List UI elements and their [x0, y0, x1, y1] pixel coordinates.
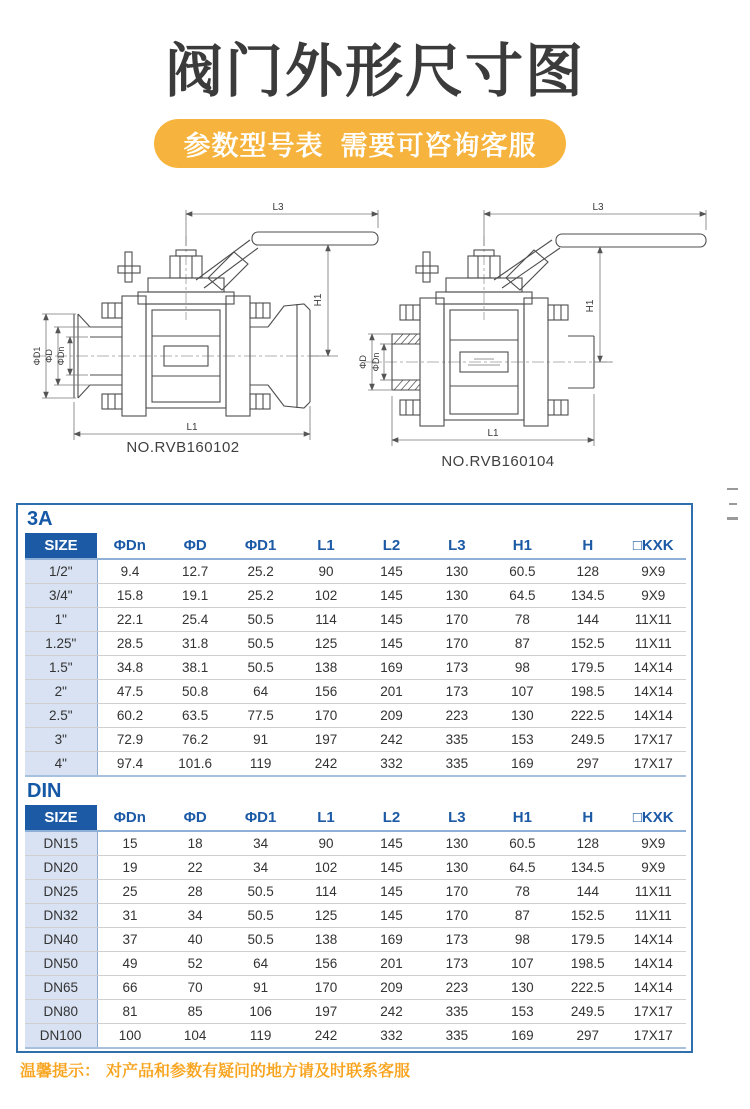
value-cell: 17X17: [621, 1000, 687, 1024]
value-cell: 22: [162, 856, 227, 880]
col-header: ΦD1: [244, 809, 277, 826]
row-size-cell: DN20: [25, 856, 97, 880]
value-cell: 222.5: [555, 704, 620, 728]
value-cell: 106: [228, 1000, 293, 1024]
value-cell: 173: [424, 928, 489, 952]
value-cell: 49: [97, 952, 162, 976]
value-cell: 97.4: [97, 752, 162, 777]
value-cell: 145: [359, 559, 424, 584]
value-cell: 198.5: [555, 680, 620, 704]
footer-note-text: 对产品和参数有疑问的地方请及时联系客服: [106, 1063, 411, 1080]
col-header: L3: [448, 537, 466, 554]
table-row: [25, 728, 686, 752]
col-header: L1: [317, 537, 335, 554]
value-cell: 125: [293, 904, 358, 928]
value-cell: 332: [359, 752, 424, 777]
value-cell: 11X11: [621, 608, 687, 632]
value-cell: 173: [424, 680, 489, 704]
value-cell: 156: [293, 680, 358, 704]
edge-mark: [727, 488, 738, 490]
value-cell: 209: [359, 704, 424, 728]
row-size-cell: 1/2": [25, 559, 97, 584]
value-cell: 222.5: [555, 976, 620, 1000]
value-cell: 102: [293, 856, 358, 880]
value-cell: 242: [359, 1000, 424, 1024]
value-cell: 66: [97, 976, 162, 1000]
value-cell: 14X14: [621, 952, 687, 976]
value-cell: 242: [359, 728, 424, 752]
dimension-lines: [368, 210, 706, 446]
value-cell: 156: [293, 952, 358, 976]
row-size-cell: 3": [25, 728, 97, 752]
value-cell: 14X14: [621, 976, 687, 1000]
value-cell: 11X11: [621, 632, 687, 656]
value-cell: 17X17: [621, 728, 687, 752]
col-header: L2: [382, 537, 401, 554]
value-cell: 22.1: [97, 608, 162, 632]
value-cell: 76.2: [162, 728, 227, 752]
table-row: [25, 928, 686, 952]
value-cell: 25.2: [228, 559, 293, 584]
value-cell: 9.4: [97, 559, 162, 584]
value-cell: 144: [555, 880, 620, 904]
value-cell: 134.5: [555, 584, 620, 608]
value-cell: 249.5: [555, 1000, 620, 1024]
value-cell: 28: [162, 880, 227, 904]
value-cell: 64.5: [490, 584, 555, 608]
edge-mark: [727, 517, 738, 520]
value-cell: 223: [424, 976, 489, 1000]
value-cell: 169: [490, 1024, 555, 1049]
dim-label-l3: L3: [592, 202, 604, 213]
value-cell: 101.6: [162, 752, 227, 777]
header-row: [25, 533, 686, 559]
value-cell: 34: [228, 856, 293, 880]
value-cell: 169: [359, 928, 424, 952]
col-header-size: SIZE: [25, 533, 97, 559]
value-cell: 14X14: [621, 928, 687, 952]
row-size-cell: 1.5": [25, 656, 97, 680]
value-cell: 242: [293, 752, 358, 777]
value-cell: 14X14: [621, 704, 687, 728]
value-cell: 100: [97, 1024, 162, 1049]
value-cell: 98: [490, 928, 555, 952]
value-cell: 130: [490, 704, 555, 728]
dim-label-dn: ΦDn: [56, 346, 66, 366]
dim-label-h1: H1: [585, 299, 596, 313]
value-cell: 34: [162, 904, 227, 928]
value-cell: 125: [293, 632, 358, 656]
valve-drawing-right: [356, 194, 748, 474]
value-cell: 153: [490, 1000, 555, 1024]
value-cell: 25.2: [228, 584, 293, 608]
value-cell: 130: [490, 976, 555, 1000]
value-cell: 144: [555, 608, 620, 632]
row-size-cell: DN80: [25, 1000, 97, 1024]
table-row: [25, 632, 686, 656]
value-cell: 87: [490, 904, 555, 928]
value-cell: 77.5: [228, 704, 293, 728]
value-cell: 170: [424, 904, 489, 928]
drawing-caption-right: NO.RVB160104: [441, 453, 555, 470]
value-cell: 25.4: [162, 608, 227, 632]
value-cell: 87: [490, 632, 555, 656]
col-header: □KXK: [632, 809, 674, 826]
table-row: [25, 1000, 686, 1024]
valve-drawing-left: [18, 196, 388, 461]
value-cell: 81: [97, 1000, 162, 1024]
dim-label-l1: L1: [487, 428, 499, 439]
row-size-cell: DN65: [25, 976, 97, 1000]
col-header-size: SIZE: [25, 805, 97, 831]
dim-label-l1: L1: [186, 422, 198, 433]
col-header: ΦD: [183, 537, 207, 554]
value-cell: 64: [228, 680, 293, 704]
value-cell: 170: [424, 632, 489, 656]
value-cell: 50.5: [228, 880, 293, 904]
value-cell: 107: [490, 952, 555, 976]
value-cell: 19.1: [162, 584, 227, 608]
value-cell: 78: [490, 608, 555, 632]
value-cell: 72.9: [97, 728, 162, 752]
value-cell: 107: [490, 680, 555, 704]
table-row: [25, 1024, 686, 1049]
value-cell: 9X9: [621, 584, 687, 608]
row-size-cell: 1.25": [25, 632, 97, 656]
value-cell: 52: [162, 952, 227, 976]
value-cell: 14X14: [621, 680, 687, 704]
value-cell: 249.5: [555, 728, 620, 752]
value-cell: 60.2: [97, 704, 162, 728]
col-header: L2: [382, 809, 401, 826]
value-cell: 170: [424, 880, 489, 904]
value-cell: 38.1: [162, 656, 227, 680]
value-cell: 170: [293, 976, 358, 1000]
value-cell: 128: [555, 559, 620, 584]
table-row: [25, 831, 686, 856]
value-cell: 145: [359, 904, 424, 928]
value-cell: 63.5: [162, 704, 227, 728]
value-cell: 47.5: [97, 680, 162, 704]
edge-mark: [729, 503, 737, 505]
page-title: 阀门外形尺寸图: [164, 39, 585, 104]
value-cell: 50.8: [162, 680, 227, 704]
value-cell: 40: [162, 928, 227, 952]
value-cell: 152.5: [555, 632, 620, 656]
value-cell: 98: [490, 656, 555, 680]
value-cell: 138: [293, 656, 358, 680]
drawing-caption-left: NO.RVB160102: [126, 439, 240, 456]
value-cell: 201: [359, 952, 424, 976]
table-row: [25, 880, 686, 904]
value-cell: 37: [97, 928, 162, 952]
value-cell: 138: [293, 928, 358, 952]
value-cell: 297: [555, 1024, 620, 1049]
banner-text: 参数型号表 需要可咨询客服: [183, 131, 537, 161]
value-cell: 85: [162, 1000, 227, 1024]
value-cell: 152.5: [555, 904, 620, 928]
value-cell: 114: [293, 608, 358, 632]
value-cell: 11X11: [621, 880, 687, 904]
section-label-3a: 3A: [27, 508, 53, 530]
value-cell: 130: [424, 559, 489, 584]
value-cell: 78: [490, 880, 555, 904]
value-cell: 17X17: [621, 1024, 687, 1049]
spec-table-din: [25, 805, 686, 1049]
value-cell: 91: [228, 976, 293, 1000]
value-cell: 60.5: [490, 831, 555, 856]
table-row: [25, 904, 686, 928]
value-cell: 119: [228, 752, 293, 777]
col-header: H: [582, 537, 594, 554]
dim-label-d1: ΦD1: [32, 346, 42, 366]
value-cell: 28.5: [97, 632, 162, 656]
value-cell: 119: [228, 1024, 293, 1049]
table-row: [25, 584, 686, 608]
value-cell: 34.8: [97, 656, 162, 680]
value-cell: 201: [359, 680, 424, 704]
value-cell: 169: [490, 752, 555, 777]
value-cell: 70: [162, 976, 227, 1000]
value-cell: 64.5: [490, 856, 555, 880]
row-size-cell: 2.5": [25, 704, 97, 728]
value-cell: 145: [359, 880, 424, 904]
value-cell: 145: [359, 856, 424, 880]
value-cell: 145: [359, 584, 424, 608]
value-cell: 170: [424, 608, 489, 632]
value-cell: 179.5: [555, 928, 620, 952]
value-cell: 14X14: [621, 656, 687, 680]
value-cell: 50.5: [228, 904, 293, 928]
spec-tables-box: [16, 503, 693, 1053]
col-header: ΦDn: [113, 537, 146, 554]
value-cell: 173: [424, 656, 489, 680]
value-cell: 9X9: [621, 856, 687, 880]
value-cell: 90: [293, 831, 358, 856]
valve-body-lines: [74, 232, 378, 416]
valve-body-lines: [392, 234, 706, 426]
value-cell: 153: [490, 728, 555, 752]
value-cell: 50.5: [228, 632, 293, 656]
value-cell: 34: [228, 831, 293, 856]
table-row: [25, 559, 686, 584]
col-header: H1: [512, 809, 532, 826]
col-header: ΦD: [183, 809, 207, 826]
value-cell: 130: [424, 584, 489, 608]
table-row: [25, 752, 686, 777]
table-row: [25, 656, 686, 680]
value-cell: 170: [293, 704, 358, 728]
value-cell: 50.5: [228, 656, 293, 680]
footer-note-label: 温馨提示：: [20, 1063, 101, 1080]
value-cell: 9X9: [621, 831, 687, 856]
value-cell: 173: [424, 952, 489, 976]
value-cell: 102: [293, 584, 358, 608]
value-cell: 169: [359, 656, 424, 680]
value-cell: 25: [97, 880, 162, 904]
row-size-cell: 1": [25, 608, 97, 632]
value-cell: 31: [97, 904, 162, 928]
dim-label-d: ΦD: [44, 349, 54, 363]
value-cell: 332: [359, 1024, 424, 1049]
value-cell: 134.5: [555, 856, 620, 880]
row-size-cell: DN50: [25, 952, 97, 976]
row-size-cell: DN25: [25, 880, 97, 904]
section-label-din: DIN: [27, 780, 62, 802]
row-size-cell: DN15: [25, 831, 97, 856]
value-cell: 50.5: [228, 928, 293, 952]
dim-label-d: ΦD: [358, 355, 368, 369]
table-row: [25, 608, 686, 632]
value-cell: 15.8: [97, 584, 162, 608]
footer-note: [20, 1058, 410, 1081]
value-cell: 145: [359, 632, 424, 656]
col-header: H1: [512, 537, 532, 554]
value-cell: 91: [228, 728, 293, 752]
value-cell: 198.5: [555, 952, 620, 976]
value-cell: 242: [293, 1024, 358, 1049]
row-size-cell: DN32: [25, 904, 97, 928]
value-cell: 335: [424, 752, 489, 777]
value-cell: 209: [359, 976, 424, 1000]
col-header: L3: [448, 809, 466, 826]
value-cell: 19: [97, 856, 162, 880]
value-cell: 335: [424, 1024, 489, 1049]
value-cell: 31.8: [162, 632, 227, 656]
value-cell: 179.5: [555, 656, 620, 680]
dim-label-l3: L3: [272, 202, 284, 213]
value-cell: 104: [162, 1024, 227, 1049]
value-cell: 297: [555, 752, 620, 777]
table-row: [25, 704, 686, 728]
value-cell: 11X11: [621, 904, 687, 928]
row-size-cell: DN100: [25, 1024, 97, 1049]
spec-table-3a: [25, 533, 686, 777]
value-cell: 18: [162, 831, 227, 856]
value-cell: 130: [424, 856, 489, 880]
value-cell: 114: [293, 880, 358, 904]
table-row: [25, 952, 686, 976]
col-header: ΦD1: [244, 537, 277, 554]
value-cell: 197: [293, 1000, 358, 1024]
table-row: [25, 976, 686, 1000]
row-size-cell: 3/4": [25, 584, 97, 608]
col-header: L1: [317, 809, 335, 826]
value-cell: 90: [293, 559, 358, 584]
col-header: H: [582, 809, 594, 826]
row-size-cell: 4": [25, 752, 97, 777]
table-row: [25, 856, 686, 880]
value-cell: 17X17: [621, 752, 687, 777]
table-row: [25, 680, 686, 704]
value-cell: 197: [293, 728, 358, 752]
value-cell: 12.7: [162, 559, 227, 584]
value-cell: 145: [359, 831, 424, 856]
value-cell: 335: [424, 1000, 489, 1024]
value-cell: 9X9: [621, 559, 687, 584]
col-header: ΦDn: [113, 809, 146, 826]
value-cell: 223: [424, 704, 489, 728]
value-cell: 15: [97, 831, 162, 856]
value-cell: 64: [228, 952, 293, 976]
value-cell: 145: [359, 608, 424, 632]
header-row: [25, 805, 686, 831]
dim-label-dn: ΦDn: [371, 352, 381, 372]
row-size-cell: 2": [25, 680, 97, 704]
banner-pill: [154, 119, 566, 168]
value-cell: 335: [424, 728, 489, 752]
value-cell: 128: [555, 831, 620, 856]
row-size-cell: DN40: [25, 928, 97, 952]
value-cell: 60.5: [490, 559, 555, 584]
value-cell: 50.5: [228, 608, 293, 632]
value-cell: 130: [424, 831, 489, 856]
col-header: □KXK: [632, 537, 674, 554]
dim-label-h1: H1: [313, 293, 324, 307]
